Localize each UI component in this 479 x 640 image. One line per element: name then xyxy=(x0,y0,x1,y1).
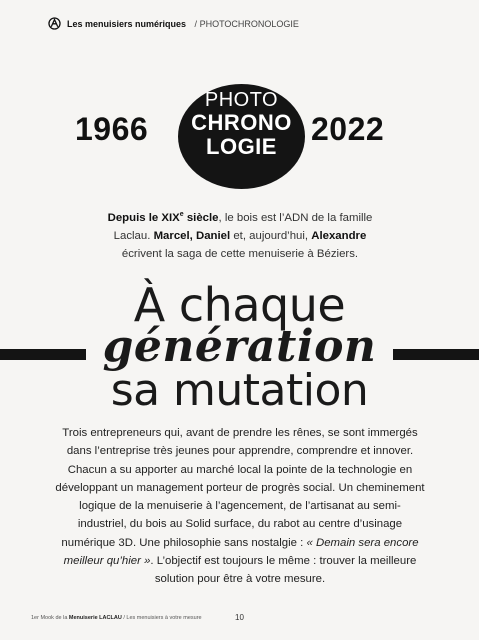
intro-bold-1: Depuis le XIX xyxy=(107,211,180,224)
intro-text-1: , le bois est l’ADN de la famille Laclau. xyxy=(113,211,373,242)
magazine-brand: Les menuisiers numériques xyxy=(67,18,187,29)
headline-line1: À chaque xyxy=(133,278,346,332)
intro-text-2: et, aujourd’hui, xyxy=(230,229,312,242)
year-end: 2022 xyxy=(311,111,385,147)
intro-text-3: écrivent la saga de cette menuiserie à Béziers. xyxy=(121,247,359,260)
headline-line2: génération xyxy=(102,321,377,372)
intro-names-2: Alexandre xyxy=(311,229,367,242)
body-quote: « Demain sera encore meilleur qu’hier » xyxy=(63,536,419,568)
intro-bold-1b: siècle xyxy=(183,211,219,224)
intro-paragraph xyxy=(95,206,385,263)
body-text-b: . L’objectif est toujours le même : trouver la meilleure solution pour être à votre mesure. xyxy=(150,555,417,586)
title-circle xyxy=(178,84,305,189)
footer-text-a: 1er Mook de la xyxy=(31,615,69,621)
brand-logo-icon xyxy=(48,17,61,30)
body-text-a: Trois entrepreneurs qui, avant de prendre les rênes, se sont immergés dans l’entreprise très jeunes pour apprendre, comprendre et innover. Chacun a su apporter au marché local la pointe de la technologie en développant un management porteur de progrès social. Un cheminement logique de la menuiserie à l’agencement, de l’artisanat au semi-industriel, du bois au Solid surface, du rabot au centre d’usinage numérique 3D. Une philosophie sans nostalgie : xyxy=(55,427,425,549)
header-separator: / xyxy=(192,18,200,29)
footer-brand: Menuiserie LACLAU xyxy=(68,615,122,621)
footer-text-b: / Les menuisiers à votre mesure xyxy=(121,615,202,621)
page-footer xyxy=(31,615,202,621)
headline-line3: sa mutation xyxy=(110,365,369,416)
headline-rule-right xyxy=(393,349,479,360)
section-name: PHOTOCHRONOLOGIE xyxy=(199,18,299,29)
circle-title-line2: CHRONO xyxy=(191,110,292,135)
intro-names-1: Marcel, Daniel xyxy=(153,229,231,242)
running-header xyxy=(48,17,299,30)
year-start: 1966 xyxy=(75,111,149,147)
body-paragraph xyxy=(55,424,425,589)
intro-superscript: e xyxy=(179,211,184,218)
circle-title-line1: PHOTO xyxy=(204,89,279,111)
circle-title-line3: LOGIE xyxy=(206,134,277,159)
page-number: 10 xyxy=(235,613,244,622)
